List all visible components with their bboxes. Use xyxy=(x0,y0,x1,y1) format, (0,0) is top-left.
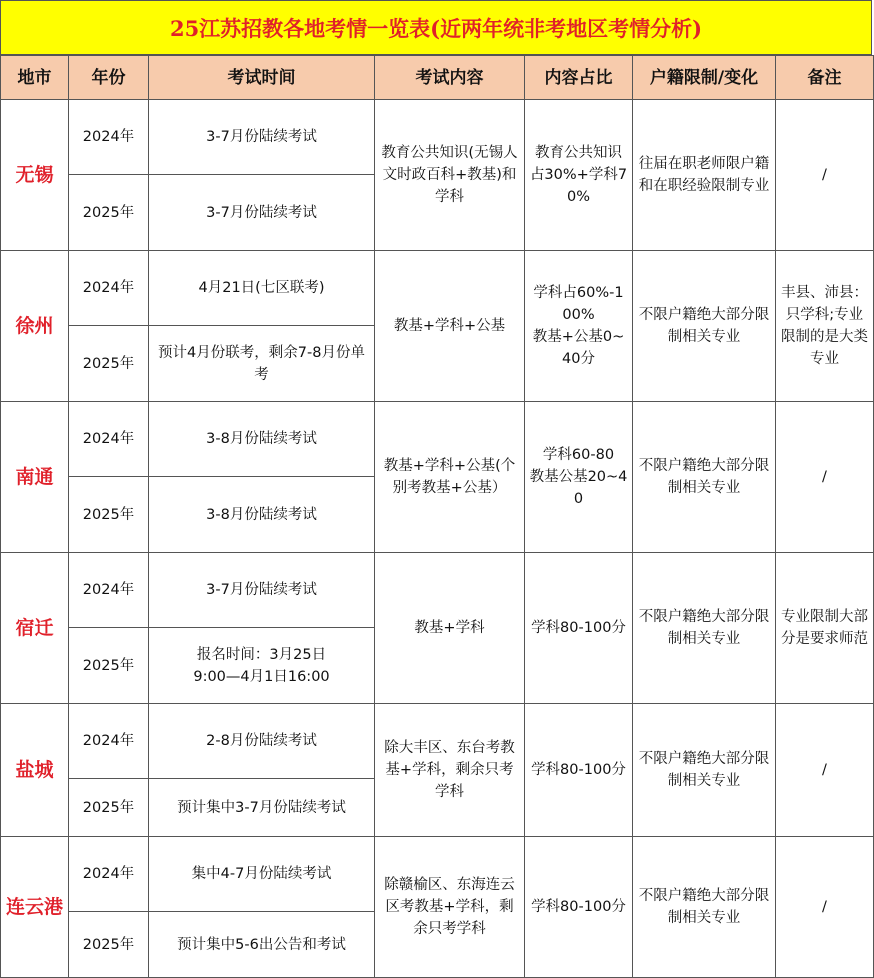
table-row xyxy=(1,837,874,912)
year-cell: 2024年 xyxy=(69,704,149,779)
huji-cell: 不限户籍绝大部分限制相关专业 xyxy=(633,251,776,402)
note-cell: / xyxy=(776,402,874,553)
content-ratio-cell: 学科80-100分 xyxy=(525,704,633,837)
table-row xyxy=(1,402,874,477)
content-ratio-cell: 学科60-80 教基公基20~40 xyxy=(525,402,633,553)
year-cell: 2025年 xyxy=(69,779,149,837)
header-content-ratio: 内容占比 xyxy=(525,56,633,100)
note-cell: 丰县、沛县：只学科;专业限制的是大类专业 xyxy=(776,251,874,402)
exam-time-cell: 预计集中5-6出公告和考试 xyxy=(149,912,375,978)
content-ratio-cell: 教育公共知识占30%+学科70% xyxy=(525,100,633,251)
content-ratio-cell: 学科80-100分 xyxy=(525,837,633,978)
content-ratio-cell: 学科80-100分 xyxy=(525,553,633,704)
exam-content-cell: 教育公共知识(无锡人文时政百科+教基)和学科 xyxy=(375,100,525,251)
header-year: 年份 xyxy=(69,56,149,100)
header-note: 备注 xyxy=(776,56,874,100)
header-huji: 户籍限制/变化 xyxy=(633,56,776,100)
exam-content-cell: 除赣榆区、东海连云区考教基+学科，剩余只考学科 xyxy=(375,837,525,978)
huji-cell: 不限户籍绝大部分限制相关专业 xyxy=(633,553,776,704)
year-cell: 2024年 xyxy=(69,100,149,175)
note-cell: / xyxy=(776,837,874,978)
exam-time-cell: 集中4-7月份陆续考试 xyxy=(149,837,375,912)
exam-time-cell: 3-7月份陆续考试 xyxy=(149,100,375,175)
city-cell: 无锡 xyxy=(1,100,69,251)
exam-time-cell: 预计4月份联考，剩余7-8月份单考 xyxy=(149,326,375,402)
exam-info-table xyxy=(0,55,874,978)
huji-cell: 不限户籍绝大部分限制相关专业 xyxy=(633,837,776,978)
exam-time-cell: 2-8月份陆续考试 xyxy=(149,704,375,779)
content-ratio-cell: 学科占60%-100% 教基+公基0~40分 xyxy=(525,251,633,402)
note-cell: / xyxy=(776,100,874,251)
year-cell: 2024年 xyxy=(69,837,149,912)
year-cell: 2024年 xyxy=(69,251,149,326)
city-cell: 连云港 xyxy=(1,837,69,978)
header-city: 地市 xyxy=(1,56,69,100)
header-row xyxy=(1,56,874,100)
header-exam-time: 考试时间 xyxy=(149,56,375,100)
exam-content-cell: 教基+学科+公基 xyxy=(375,251,525,402)
note-cell: / xyxy=(776,704,874,837)
table-row xyxy=(1,100,874,175)
exam-content-cell: 除大丰区、东台考教基+学科，剩余只考学科 xyxy=(375,704,525,837)
year-cell: 2024年 xyxy=(69,553,149,628)
table-row xyxy=(1,251,874,326)
year-cell: 2025年 xyxy=(69,326,149,402)
exam-time-cell: 3-8月份陆续考试 xyxy=(149,477,375,553)
exam-time-cell: 3-8月份陆续考试 xyxy=(149,402,375,477)
year-cell: 2025年 xyxy=(69,628,149,704)
exam-time-cell: 4月21日(七区联考) xyxy=(149,251,375,326)
year-cell: 2025年 xyxy=(69,175,149,251)
exam-time-cell: 3-7月份陆续考试 xyxy=(149,553,375,628)
city-cell: 宿迁 xyxy=(1,553,69,704)
table-row xyxy=(1,704,874,779)
exam-time-cell: 预计集中3-7月份陆续考试 xyxy=(149,779,375,837)
exam-time-cell: 报名时间：3月25日 9:00—4月1日16:00 xyxy=(149,628,375,704)
huji-cell: 往届在职老师限户籍和在职经验限制专业 xyxy=(633,100,776,251)
year-cell: 2025年 xyxy=(69,912,149,978)
note-cell: 专业限制大部分是要求师范 xyxy=(776,553,874,704)
city-cell: 南通 xyxy=(1,402,69,553)
exam-content-cell: 教基+学科 xyxy=(375,553,525,704)
year-cell: 2024年 xyxy=(69,402,149,477)
year-cell: 2025年 xyxy=(69,477,149,553)
table-title: 25江苏招教各地考情一览表(近两年统非考地区考情分析) xyxy=(0,0,872,55)
exam-content-cell: 教基+学科+公基(个别考教基+公基） xyxy=(375,402,525,553)
header-exam-content: 考试内容 xyxy=(375,56,525,100)
table-row xyxy=(1,553,874,628)
huji-cell: 不限户籍绝大部分限制相关专业 xyxy=(633,704,776,837)
exam-time-cell: 3-7月份陆续考试 xyxy=(149,175,375,251)
city-cell: 徐州 xyxy=(1,251,69,402)
city-cell: 盐城 xyxy=(1,704,69,837)
huji-cell: 不限户籍绝大部分限制相关专业 xyxy=(633,402,776,553)
